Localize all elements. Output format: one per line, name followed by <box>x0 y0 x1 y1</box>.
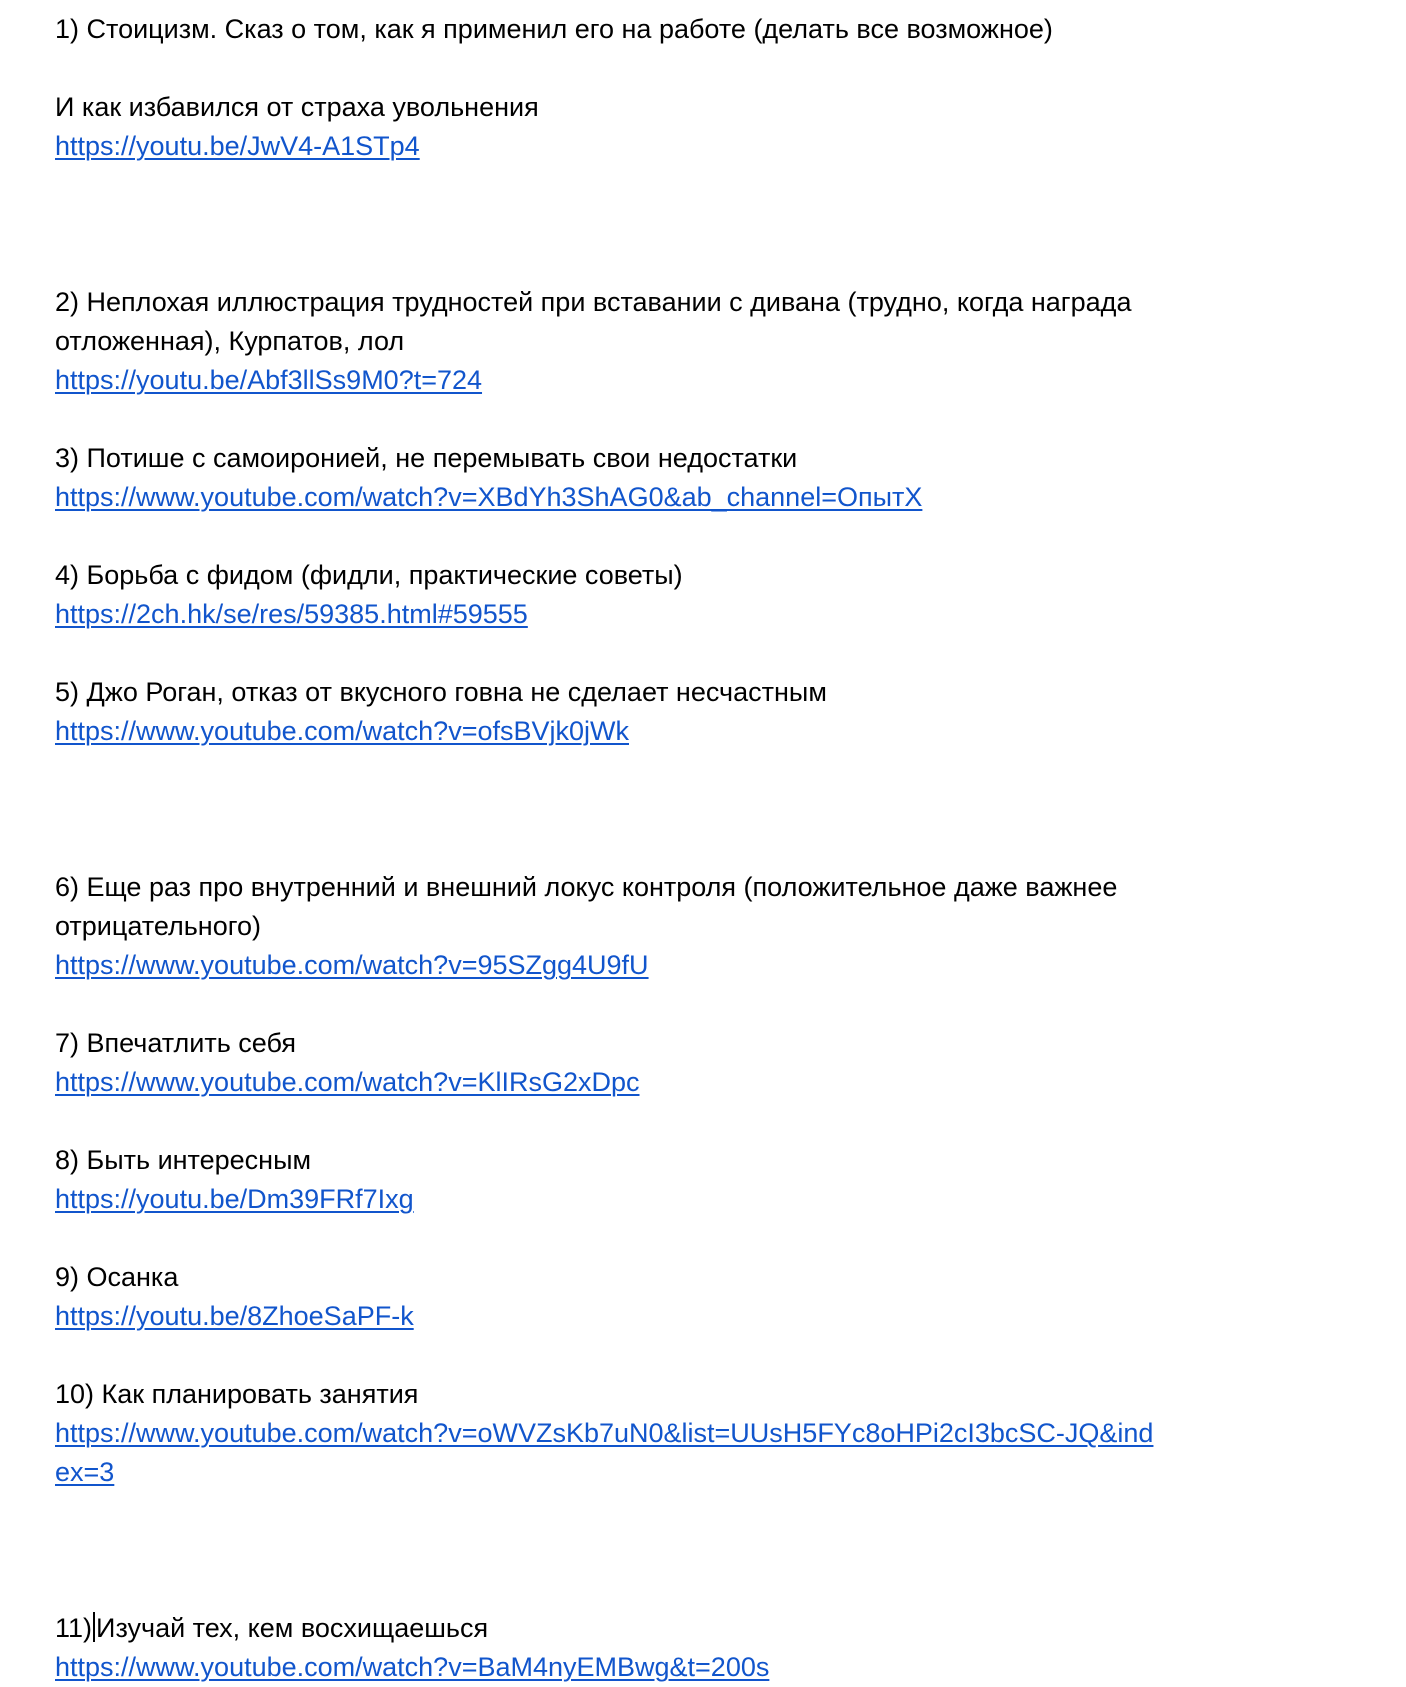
spacer <box>55 829 1255 868</box>
item-9-link[interactable]: https://youtu.be/8ZhoeSaPF-k <box>55 1301 414 1331</box>
spacer <box>55 1336 1255 1375</box>
spacer <box>55 1102 1255 1141</box>
item-3-heading: 3) Потише с самоиронией, не перемывать свои недостатки <box>55 443 798 473</box>
spacer <box>55 751 1255 790</box>
document-body[interactable] <box>55 10 1255 1687</box>
item-2-heading-line-2: отложенная), Курпатов, лол <box>55 326 405 356</box>
spacer <box>55 1531 1255 1570</box>
text-cursor <box>93 1612 95 1642</box>
item-11-heading-prefix: 11) <box>55 1613 93 1643</box>
spacer <box>55 400 1255 439</box>
spacer <box>55 49 1255 88</box>
item-2-heading-line-1: 2) Неплохая иллюстрация трудностей при вставании с дивана (трудно, когда награда <box>55 287 1132 317</box>
item-10-heading: 10) Как планировать занятия <box>55 1379 419 1409</box>
spacer <box>55 205 1255 244</box>
item-5-link[interactable]: https://www.youtube.com/watch?v=ofsBVjk0jWk <box>55 716 629 746</box>
item-8-link[interactable]: https://youtu.be/Dm39FRf7Ixg <box>55 1184 414 1214</box>
spacer <box>55 1219 1255 1258</box>
item-6-heading-line-2: отрицательного) <box>55 911 261 941</box>
item-10-link-line-1[interactable]: https://www.youtube.com/watch?v=oWVZsKb7uN0&list=UUsH5FYc8oHPi2cI3bcSC-JQ&ind <box>55 1418 1154 1448</box>
item-6-link[interactable]: https://www.youtube.com/watch?v=95SZgg4U9fU <box>55 950 649 980</box>
spacer <box>55 790 1255 829</box>
item-7-link[interactable]: https://www.youtube.com/watch?v=KlIRsG2xDpc <box>55 1067 640 1097</box>
item-11-link[interactable]: https://www.youtube.com/watch?v=BaM4nyEMBwg&t=200s <box>55 1652 770 1682</box>
item-8-heading: 8) Быть интересным <box>55 1145 312 1175</box>
item-1-heading: 1) Стоицизм. Сказ о том, как я применил его на работе (делать все возможное) <box>55 14 1053 44</box>
spacer <box>55 1570 1255 1609</box>
spacer <box>55 166 1255 205</box>
item-9-heading: 9) Осанка <box>55 1262 179 1292</box>
item-3-link[interactable]: https://www.youtube.com/watch?v=XBdYh3ShAG0&ab_channel=ОпытХ <box>55 482 923 512</box>
item-4-heading: 4) Борьба с фидом (фидли, практические советы) <box>55 560 683 590</box>
spacer <box>55 517 1255 556</box>
item-1-subheading: И как избавился от страха увольнения <box>55 92 539 122</box>
item-5-heading: 5) Джо Роган, отказ от вкусного говна не сделает несчастным <box>55 677 827 707</box>
spacer <box>55 1492 1255 1531</box>
item-1-link[interactable]: https://youtu.be/JwV4-A1STp4 <box>55 131 420 161</box>
item-11-heading-text: Изучай тех, кем восхищаешься <box>96 1613 489 1643</box>
item-11-heading <box>55 1609 1255 1648</box>
spacer <box>55 985 1255 1024</box>
spacer <box>55 634 1255 673</box>
item-2-link[interactable]: https://youtu.be/Abf3llSs9M0?t=724 <box>55 365 483 395</box>
item-10-link-line-2[interactable]: ex=3 <box>55 1457 115 1487</box>
spacer <box>55 244 1255 283</box>
item-7-heading: 7) Впечатлить себя <box>55 1028 296 1058</box>
item-6-heading-line-1: 6) Еще раз про внутренний и внешний локус контроля (положительное даже важнее <box>55 872 1118 902</box>
item-4-link[interactable]: https://2ch.hk/se/res/59385.html#59555 <box>55 599 528 629</box>
